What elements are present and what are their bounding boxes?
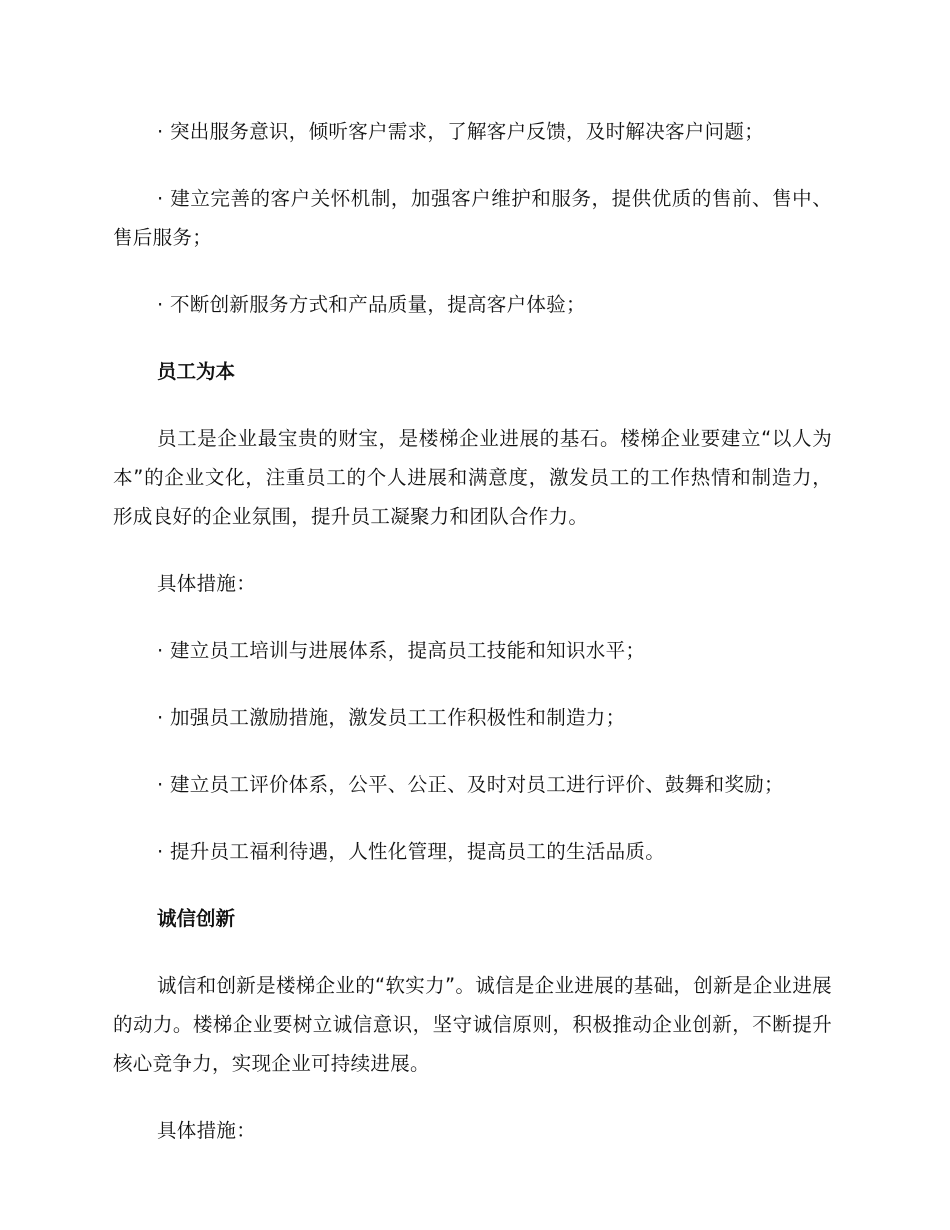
bullet-welfare: · 提升员工福利待遇，人性化管理，提高员工的生活品质。 [157, 840, 665, 863]
bullet-training: · 建立员工培训与进展体系，提高员工技能和知识水平； [157, 639, 646, 662]
bullet-incentives: · 加强员工激励措施，激发员工工作积极性和制造力； [157, 706, 626, 729]
bullet-customer-care: · 建立完善的客户关怀机制，加强客户维护和服务，提供优质的售前、售中、售后服务； [113, 187, 832, 249]
paragraph-integrity: 诚信和创新是楼梯企业的“软实力”。诚信是企业进展的基础，创新是企业进展的动力。楼梯企业要树立诚信意识，坚守诚信原则，积极推动企业创新，不断提升核心竞争力，实现企业可持续进展。 [113, 974, 832, 1075]
bullet-service-awareness: · 突出服务意识，倾听客户需求，了解客户反馈，及时解决客户问题； [157, 120, 764, 143]
section-heading-integrity: 诚信创新 [157, 907, 236, 930]
paragraph-employees: 员工是企业最宝贵的财宝，是楼梯企业进展的基石。楼梯企业要建立“以人为本”的企业文化，注重员工的个人进展和满意度，激发员工的工作热情和制造力，形成良好的企业氛围，提升员工凝聚力和团队合作力。 [113, 427, 832, 528]
section-heading-employees: 员工为本 [157, 360, 236, 383]
paragraph-measures-label-2: 具体措施： [157, 1119, 257, 1142]
bullet-service-innovation: · 不断创新服务方式和产品质量，提高客户体验； [157, 293, 586, 316]
paragraph-measures-label: 具体措施： [157, 572, 257, 595]
bullet-evaluation: · 建立员工评价体系，公平、公正、及时对员工进行评价、鼓舞和奖励； [157, 773, 784, 796]
